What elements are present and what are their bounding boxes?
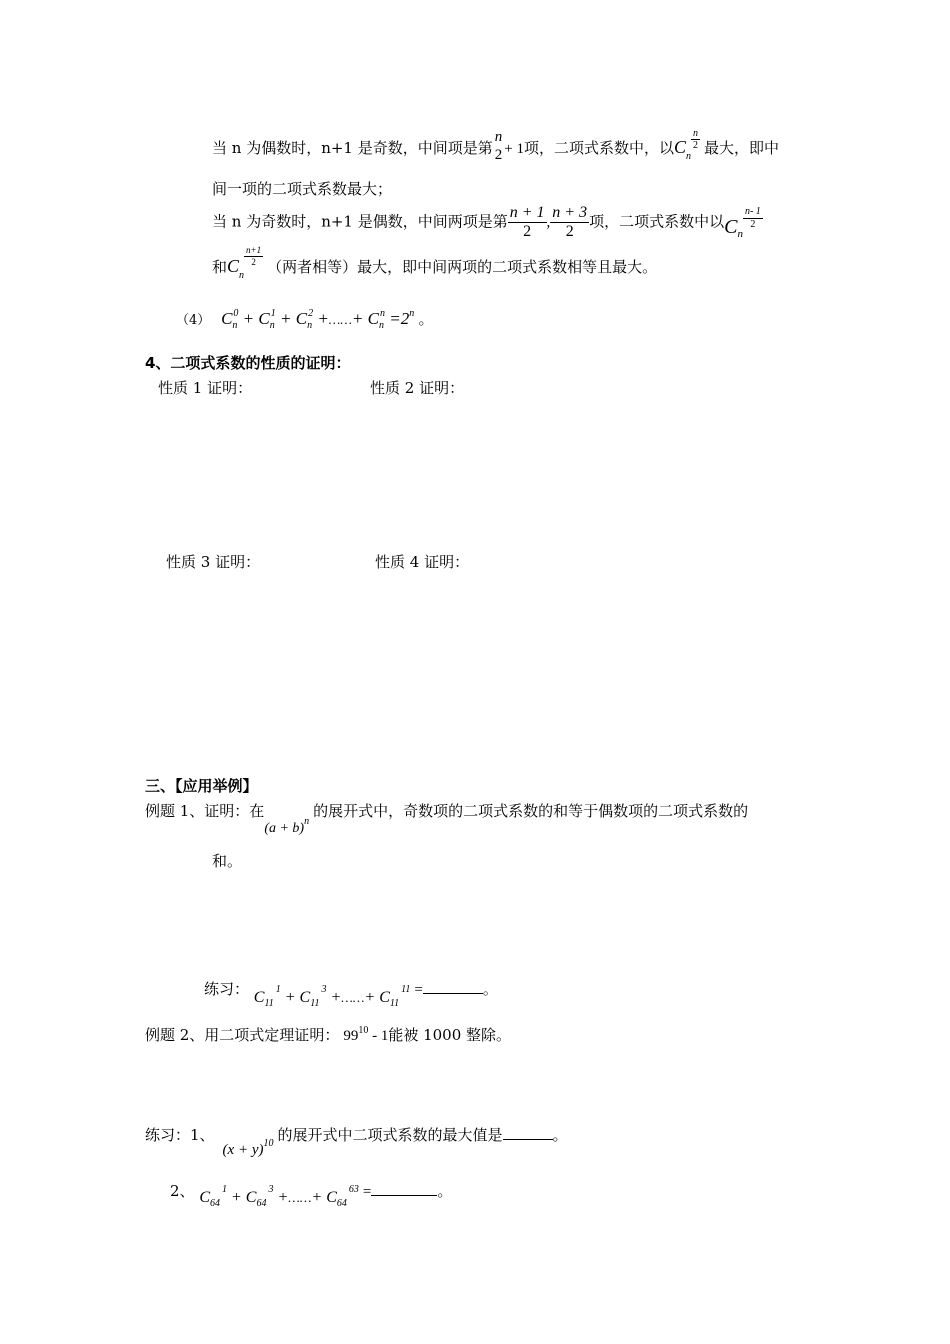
example-1: 例题 1、证明：在$(a + b)^n$的展开式中，奇数项的二项式系数的和等于偶数项的二项式系数的: [145, 802, 749, 836]
binomial-c: C: [227, 256, 240, 276]
proof-property-2: 性质 2 证明：: [370, 379, 465, 397]
case-even-mid: 项，二项式系数中，以: [523, 139, 674, 157]
example-2: 例题 2、用二项式定理证明： $99^{10} - 1$能被 1000 整除。: [145, 1025, 512, 1044]
proof-property-1: 性质 1 证明：: [158, 379, 253, 397]
section-3-heading: 三、【应用举例】: [145, 777, 258, 795]
case-even-line2: 间一项的二项式系数最大；: [212, 180, 393, 198]
fraction-n-plus-1-over-2: $\frac{n + 1}{2}$: [509, 204, 545, 240]
case-odd-mid: 项，二项式系数中以: [589, 212, 725, 231]
exercise-b1: 练习：1、$(x + y)^{10}$ 的展开式中二项式系数的最大值是 。: [145, 1126, 568, 1158]
case-odd-line2: 和$C_n$ $\frac{n+1}{2}$ （两者相等）最大，即中间两项的二项式系数相等且最大。: [212, 244, 658, 281]
c-superscript-fraction: $\frac{n+1}{2}$: [246, 244, 262, 267]
case-odd-suffix: （两者相等）最大，即中间两项的二项式系数相等且最大。: [267, 258, 658, 276]
proof-property-4: 性质 4 证明：: [375, 553, 470, 571]
section-4-heading: 4、二项式系数的性质的证明：: [145, 354, 351, 372]
answer-blank[interactable]: [503, 1125, 553, 1140]
case-odd-line1: 当 n 为奇数时，n+1 是偶数，中间两项是第 $\frac{n + 1}{2}$ , $\frac{n + 3}{2}$ 项，二项式系数中以$C_n$ $\frac{n- 1}{2}$: [212, 204, 761, 240]
exercise-a: 练习： $C_{11}^1 + C_{11}^3$ +……+ $C_{11}^{11}$ = 。: [204, 980, 498, 1009]
answer-blank[interactable]: [423, 979, 483, 994]
expr-x-plus-y: $(x + y)^{10}$: [222, 1138, 274, 1158]
sum-c64-odd-formula: $C_{64}^1 + C_{64}^3$ +……+ $C_{64}^{63}$: [199, 1184, 359, 1209]
fraction-n-plus-3-over-2: $\frac{n + 3}{2}$: [552, 204, 588, 240]
fraction-n-over-2: n 2: [494, 129, 503, 163]
binomial-c: C: [673, 137, 686, 157]
case-odd-prefix: 当 n 为奇数时，n+1 是偶数，中间两项是第: [212, 212, 508, 231]
binomial-sum-formula: $C_n^0 + C_n^1 + C_n^2$ +……+ $C_n^n =2^n$: [221, 308, 415, 331]
binomial-c: C: [724, 215, 738, 238]
example-1-line2: 和。: [212, 852, 243, 870]
plus-one: + 1: [504, 141, 524, 157]
case-even-line1: 当 n 为偶数时，n+1 是奇数，中间项是第 n 2 + 1项，二项式系数中，以$C_n$ $\frac{n}{2}$ 最大，即中: [212, 127, 780, 163]
case-even-suffix: 最大，即中: [704, 139, 780, 157]
exercise-b2: 2、 $C_{64}^1 + C_{64}^3$ +……+ $C_{64}^{63}$ = 。: [170, 1182, 453, 1209]
sum-c11-odd-formula: $C_{11}^1 + C_{11}^3$ +……+ $C_{11}^{11}$: [253, 984, 411, 1009]
case-even-prefix: 当 n 为偶数时，n+1 是奇数，中间项是第: [212, 139, 493, 157]
property-4: （4） $C_n^0 + C_n^1 + C_n^2$ +……+ $C_n^n =2^n$ 。: [176, 308, 434, 331]
c-superscript-fraction: $\frac{n}{2}$: [693, 127, 698, 151]
c-superscript-fraction: $\frac{n- 1}{2}$: [744, 206, 761, 230]
answer-blank[interactable]: [371, 1181, 437, 1196]
expr-a-plus-b: $(a + b)^n$: [264, 816, 310, 836]
proof-property-3: 性质 3 证明：: [166, 553, 261, 571]
property-4-label: （4）: [176, 313, 211, 328]
